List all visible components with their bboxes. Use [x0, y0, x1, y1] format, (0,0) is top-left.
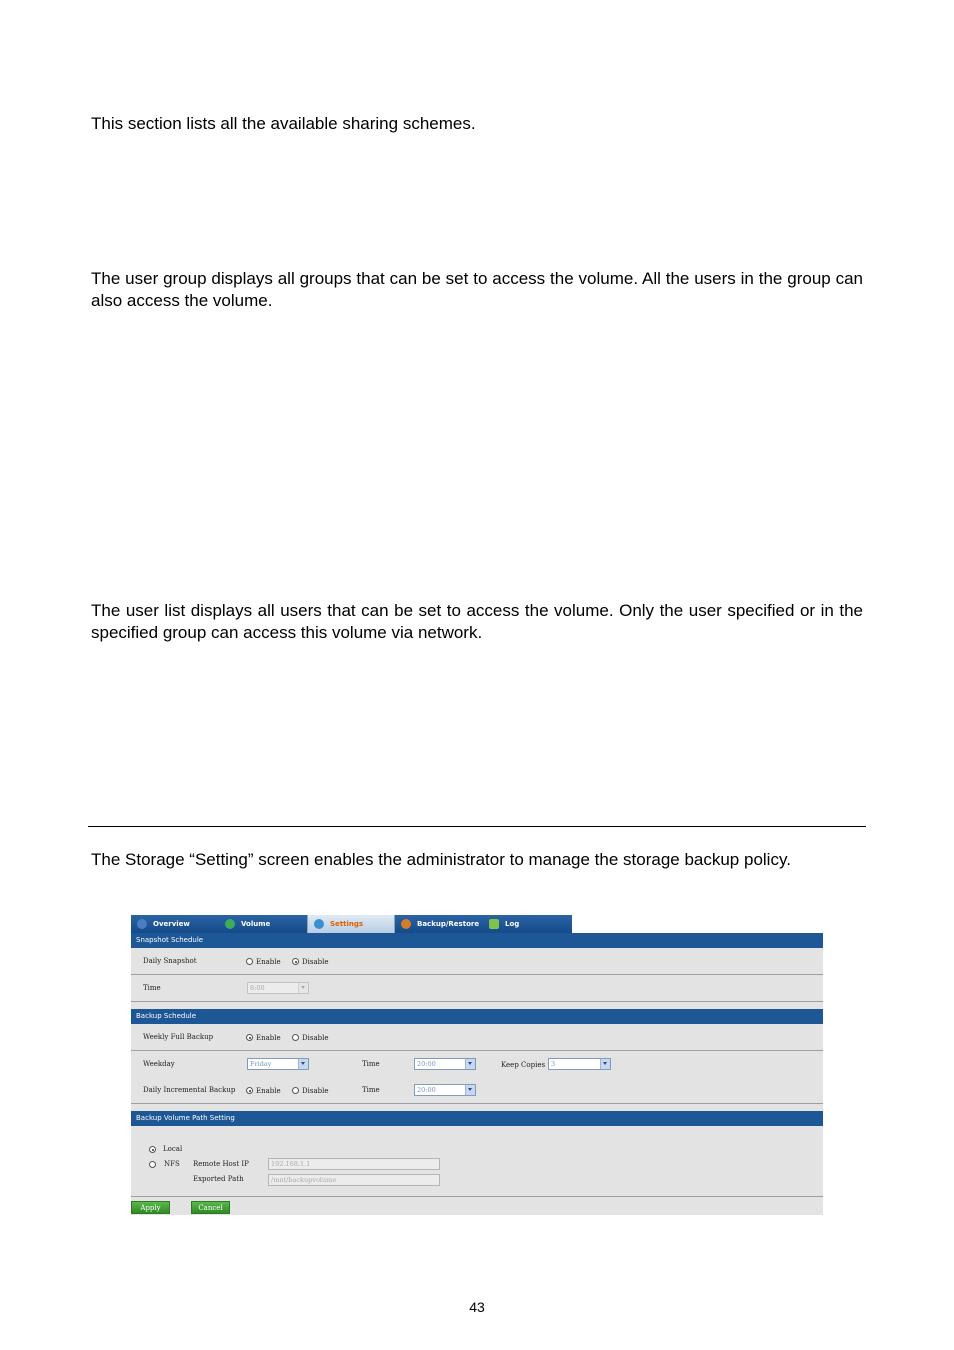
- weekly-backup-disable-radio[interactable]: [292, 1034, 299, 1041]
- tab-backup-restore[interactable]: Backup/Restore: [395, 915, 483, 933]
- overview-icon: [137, 919, 147, 929]
- weekly-backup-disable-label: Disable: [302, 1034, 329, 1042]
- backup-schedule-header: Backup Schedule: [131, 1009, 823, 1024]
- backup-volume-path-header: Backup Volume Path Setting: [131, 1111, 823, 1126]
- cancel-button[interactable]: Cancel: [191, 1201, 230, 1214]
- separator: [131, 1103, 823, 1104]
- weekday-label: Weekday: [143, 1060, 175, 1068]
- chevron-down-icon: [465, 1059, 475, 1069]
- incremental-time-label: Time: [362, 1086, 380, 1094]
- remote-host-ip-label: Remote Host IP: [193, 1160, 249, 1168]
- incremental-disable-radio[interactable]: [292, 1087, 299, 1094]
- storage-settings-screenshot: [131, 915, 823, 1215]
- user-group-description: The user group displays all groups that can be set to access the volume. All the users in the group can also access the volume.: [91, 269, 863, 310]
- keep-copies-label: Keep Copies: [501, 1061, 546, 1069]
- nfs-radio[interactable]: [149, 1161, 156, 1168]
- separator: [131, 1001, 823, 1002]
- apply-button[interactable]: Apply: [131, 1201, 170, 1214]
- snapshot-time-label: Time: [143, 984, 161, 992]
- daily-snapshot-label: Daily Snapshot: [143, 957, 197, 965]
- separator: [131, 1050, 823, 1051]
- tab-settings[interactable]: Settings: [307, 915, 395, 933]
- tab-overview[interactable]: Overview: [131, 915, 219, 933]
- local-label: Local: [163, 1145, 183, 1153]
- daily-incremental-backup-label: Daily Incremental Backup: [143, 1086, 236, 1094]
- local-radio[interactable]: [149, 1146, 156, 1153]
- volume-icon: [225, 919, 235, 929]
- chevron-down-icon: [600, 1059, 610, 1069]
- section-divider: [88, 826, 866, 827]
- daily-snapshot-disable-label: Disable: [302, 958, 329, 966]
- weekly-full-backup-label: Weekly Full Backup: [143, 1033, 214, 1041]
- exported-path-input[interactable]: /mnt/backupvolume: [268, 1174, 440, 1186]
- weekly-time-select[interactable]: 20:00: [414, 1058, 476, 1070]
- keep-copies-select[interactable]: 3: [548, 1058, 611, 1070]
- intro-sharing-schemes: This section lists all the available sharing schemes.: [91, 114, 476, 133]
- user-list-description: The user list displays all users that can be set to access the volume. Only the user specified or in the specified group can access this volume via network.: [91, 601, 863, 642]
- chevron-down-icon: [298, 1059, 308, 1069]
- weekly-time-label: Time: [362, 1060, 380, 1068]
- daily-snapshot-enable-label: Enable: [256, 958, 281, 966]
- snapshot-schedule-header: Snapshot Schedule: [131, 933, 823, 948]
- log-icon: [489, 919, 499, 929]
- incremental-time-select[interactable]: 20:00: [414, 1084, 476, 1096]
- separator: [131, 1196, 823, 1197]
- nfs-label: NFS: [164, 1160, 180, 1168]
- separator: [131, 974, 823, 975]
- incremental-enable-radio[interactable]: [246, 1087, 253, 1094]
- settings-icon: [314, 919, 324, 929]
- page-number: 43: [469, 1299, 485, 1315]
- remote-host-ip-input[interactable]: 192.168.1.1: [268, 1158, 440, 1170]
- exported-path-label: Exported Path: [193, 1175, 244, 1183]
- chevron-down-icon: [465, 1085, 475, 1095]
- daily-snapshot-disable-radio[interactable]: [292, 958, 299, 965]
- weekday-select[interactable]: Friday: [247, 1058, 309, 1070]
- tab-log[interactable]: Log: [483, 915, 572, 933]
- tab-volume[interactable]: Volume: [219, 915, 307, 933]
- incremental-disable-label: Disable: [302, 1087, 329, 1095]
- weekly-backup-enable-label: Enable: [256, 1034, 281, 1042]
- backup-restore-icon: [401, 919, 411, 929]
- weekly-backup-enable-radio[interactable]: [246, 1034, 253, 1041]
- tab-bar: [131, 915, 823, 933]
- chevron-down-icon: [298, 983, 308, 993]
- storage-setting-description: The Storage “Setting” screen enables the administrator to manage the storage backup policy.: [91, 850, 791, 869]
- snapshot-time-select[interactable]: 8:00: [247, 982, 309, 994]
- incremental-enable-label: Enable: [256, 1087, 281, 1095]
- daily-snapshot-enable-radio[interactable]: [246, 958, 253, 965]
